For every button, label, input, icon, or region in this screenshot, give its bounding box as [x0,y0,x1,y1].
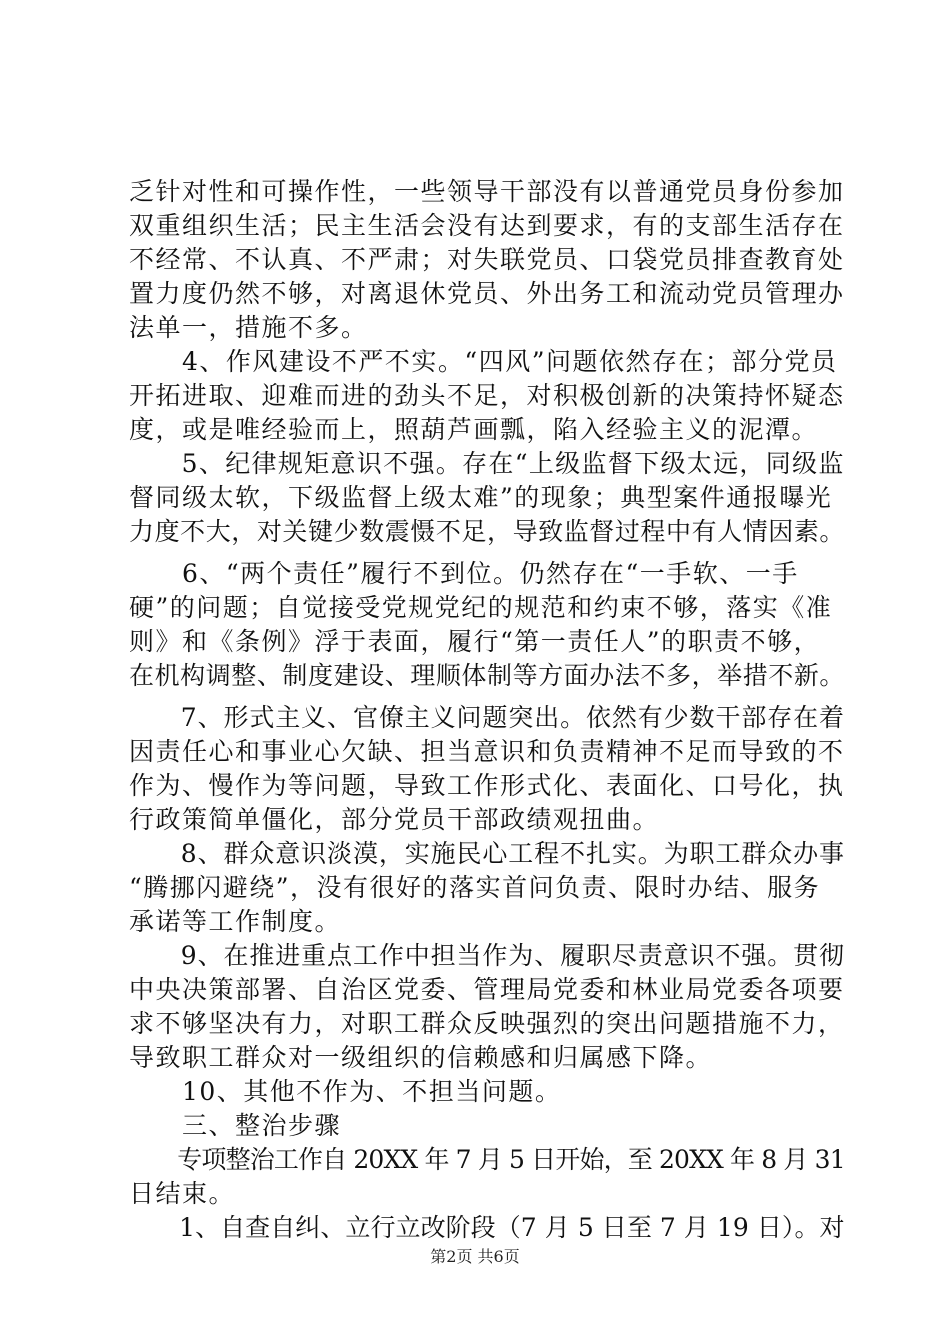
body-text-line: 承诺等工作制度。 [129,907,342,936]
body-text-line: 在机构调整、制度建设、理顺体制等方面办法不多，举措不新。 [129,661,846,690]
body-text-line: 导致职工群众对一级组织的信赖感和归属感下降。 [129,1043,713,1072]
body-text-line: 6、“两个责任”履行不到位。仍然存在“一手软、一手 [129,559,799,588]
body-text-line: 4、作风建设不严不实。“四风”问题依然存在；部分党员 [129,347,838,376]
body-text-line: 乏针对性和可操作性，一些领导干部没有以普通党员身份参加 [129,177,845,206]
body-text-line: 作为、慢作为等问题，导致工作形式化、表面化、口号化，执 [129,771,845,800]
body-text-line: 督同级太软，下级监督上级太难”的现象；典型案件通报曝光 [129,483,833,512]
body-text-line: 9、在推进重点工作中担当作为、履职尽责意识不强。贯彻 [129,941,845,970]
body-text-line: 双重组织生活；民主生活会没有达到要求，有的支部生活存在 [129,211,845,240]
body-text-line: 则》和《条例》浮于表面，履行“第一责任人”的职责不够， [129,627,821,656]
body-text-line: 专项整治工作自 20XX 年 7 月 5 日开始，至 20XX 年 8 月 31 [129,1145,845,1174]
body-text-line: 1、自查自纠、立行立改阶段（7 月 5 日至 7 月 19 日）。对 [129,1213,845,1242]
body-text-line: 不经常、不认真、不严肃；对失联党员、口袋党员排查教育处 [129,245,845,274]
body-text-line: 置力度仍然不够，对离退休党员、外出务工和流动党员管理办 [129,279,845,308]
body-text-line: 开拓进取、迎难而进的劲头不足，对积极创新的决策持怀疑态 [129,381,845,410]
body-text-line: 8、群众意识淡漠，实施民心工程不扎实。为职工群众办事 [129,839,845,868]
body-text-line: 10、其他不作为、不担当问题。 [129,1077,562,1106]
body-text-line: 行政策简单僵化，部分党员干部政绩观扭曲。 [129,805,660,834]
body-text-line: 日结束。 [129,1179,236,1208]
body-text-line: 求不够坚决有力，对职工群众反映强烈的突出问题措施不力， [129,1009,845,1038]
body-text-line: 5、纪律规矩意识不强。存在“上级监督下级太远，同级监 [129,449,845,478]
page-number-footer: 第2页 共6页 [430,1247,520,1266]
body-text-line: 力度不大，对关键少数震慑不足，导致监督过程中有人情因素。 [129,517,846,546]
body-text-line: 度，或是唯经验而上，照葫芦画瓢，陷入经验主义的泥潭。 [129,415,819,444]
body-text-line: 中央决策部署、自治区党委、管理局党委和林业局党委各项要 [129,975,845,1004]
body-text-line: 硬”的问题；自觉接受党规党纪的规范和约束不够，落实《准 [129,593,833,622]
section-heading: 三、整治步骤 [129,1111,342,1140]
body-text-line: 法单一，措施不多。 [129,313,368,342]
body-text-line: 因责任心和事业心欠缺、担当意识和负责精神不足而导致的不 [129,737,845,766]
body-text-line: “腾挪闪避绕”，没有很好的落实首问负责、限时办结、服务 [129,873,821,902]
body-text-line: 7、形式主义、官僚主义问题突出。依然有少数干部存在着 [129,703,845,732]
